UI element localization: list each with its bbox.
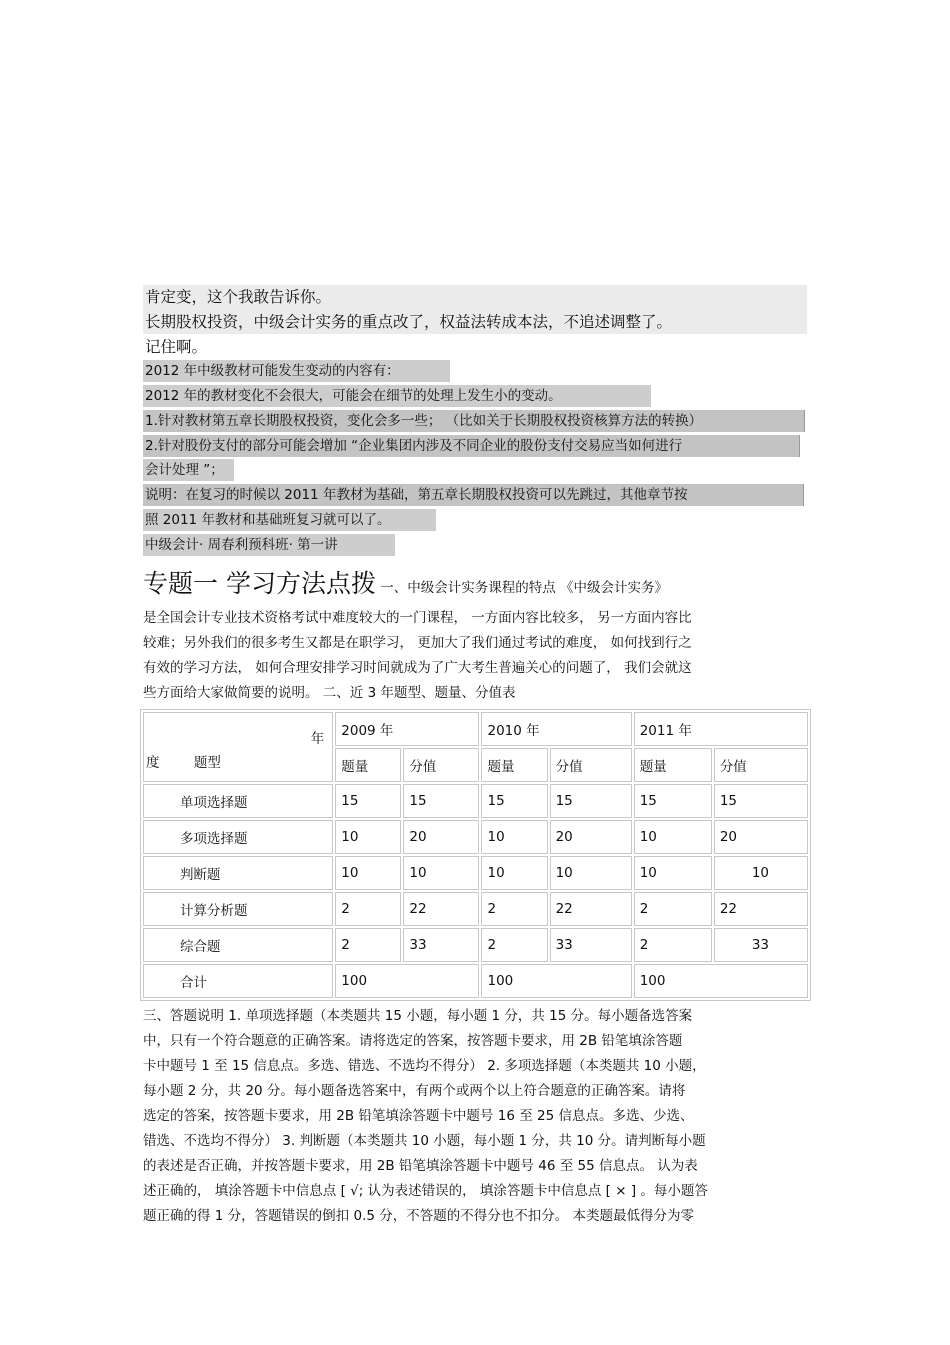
- table-cell: 10: [481, 856, 547, 890]
- table-cell: 2: [634, 928, 712, 962]
- table-row: [143, 820, 808, 854]
- note-line-8: 中级会计· 周春利预科班· 第一讲: [145, 537, 338, 553]
- paragraph1-line-2: 较难；另外我们的很多考生又都是在职学习， 更加大了我们通过考试的难度， 如何找到行之: [143, 635, 692, 651]
- table-cell: 20: [714, 820, 808, 854]
- paragraph2-line-7: 的表述是否正确，并按答题卡要求，用 2B 铅笔填涂答题卡中题号 46 至 55 信息点。 认为表: [143, 1158, 698, 1174]
- subheader-count-2009: 题量: [335, 748, 401, 782]
- table-cell: 10: [335, 820, 401, 854]
- table-cell: 15: [634, 784, 712, 818]
- note-line-7: 照 2011 年教材和基础班复习就可以了。: [145, 512, 391, 528]
- note-line-2: 2012 年的教材变化不会很大，可能会在细节的处理上发生小的变动。: [145, 388, 562, 404]
- table-cell: 33: [714, 928, 808, 962]
- paragraph1-line-1: 是全国会计专业技术资格考试中难度较大的一门课程， 一方面内容比较多， 另一方面内容比: [143, 610, 692, 626]
- note-line-1: 2012 年中级教材可能发生变动的内容有：: [145, 363, 400, 379]
- row-type: 多项选择题: [143, 820, 333, 854]
- subheader-count-2010: 题量: [481, 748, 547, 782]
- paragraph2-line-2: 中，只有一个符合题意的正确答案。请将选定的答案，按答题卡要求，用 2B 铅笔填涂答题: [143, 1033, 683, 1049]
- table-cell: 2: [481, 928, 547, 962]
- subheader-score-2009: 分值: [403, 748, 479, 782]
- table-cell: 10: [634, 856, 712, 890]
- table-cell: 10: [403, 856, 479, 890]
- year-header-2009: 2009 年: [335, 712, 479, 746]
- table-header-row: [143, 712, 808, 746]
- table-cell: 15: [714, 784, 808, 818]
- total-cell-2009: 100: [335, 964, 479, 998]
- total-cell-2011: 100: [634, 964, 808, 998]
- table-cell: 10: [550, 856, 632, 890]
- table-cell: 2: [481, 892, 547, 926]
- paragraph2-line-5: 选定的答案，按答题卡要求，用 2B 铅笔填涂答题卡中题号 16 至 25 信息点。多选、少选、: [143, 1108, 694, 1124]
- table-cell: 15: [481, 784, 547, 818]
- table-cell: 33: [550, 928, 632, 962]
- note-line-6: 说明：在复习的时候以 2011 年教材为基础，第五章长期股权投资可以先跳过，其他章节按: [145, 487, 688, 503]
- table-cell: 22: [403, 892, 479, 926]
- row-type: 计算分析题: [143, 892, 333, 926]
- table-cell: 22: [550, 892, 632, 926]
- intro-line-3: 记住啊。: [145, 338, 208, 356]
- subheader-score-2011: 分值: [714, 748, 808, 782]
- table-cell: 2: [335, 892, 401, 926]
- note-line-3: 1.针对教材第五章长期股权投资，变化会多一些； （比如关于长期股权投资核算方法的转换）: [145, 413, 703, 429]
- intro-line-2: 长期股权投资，中级会计实务的重点改了，权益法转成本法，不追述调整了。: [145, 313, 673, 331]
- year-header-2011: 2011 年: [634, 712, 808, 746]
- table-cell: 33: [403, 928, 479, 962]
- paragraph2-line-1: 三、答题说明 1. 单项选择题（本类题共 15 小题，每小题 1 分，共 15 分。每小题备选答案: [143, 1008, 693, 1024]
- paragraph2-line-8: 述正确的， 填涂答题卡中信息点 [ √; 认为表述错误的， 填涂答题卡中信息点 [ × ] 。每小题答: [143, 1183, 708, 1199]
- table-cell: 10: [481, 820, 547, 854]
- intro-line-1: 肯定变，这个我敢告诉你。: [145, 288, 332, 306]
- table-row: [143, 856, 808, 890]
- table-cell: 10: [634, 820, 712, 854]
- year-header-2010: 2010 年: [481, 712, 631, 746]
- note-line-5: 会计处理 ”；: [145, 462, 224, 478]
- table-row: [143, 928, 808, 962]
- table-cell: 15: [335, 784, 401, 818]
- paragraph2-line-9: 题正确的得 1 分，答题错误的倒扣 0.5 分，不答题的不得分也不扣分。 本类题最低得分为零: [143, 1208, 695, 1224]
- section-title: 专题一 学习方法点拨: [143, 569, 376, 598]
- subheader-count-2011: 题量: [634, 748, 712, 782]
- section-subtitle: 一、中级会计实务课程的特点 《中级会计实务》: [375, 580, 669, 596]
- subheader-score-2010: 分值: [550, 748, 632, 782]
- table-row: [143, 892, 808, 926]
- table-cell: 10: [335, 856, 401, 890]
- paragraph1-line-3: 有效的学习方法， 如何合理安排学习时间就成为了广大考生普遍关心的问题了， 我们会就这: [143, 660, 692, 676]
- table-cell: 2: [634, 892, 712, 926]
- table-cell: 20: [403, 820, 479, 854]
- note-line-4: 2.针对股份支付的部分可能会增加 “企业集团内涉及不同企业的股份支付交易应当如何进行: [145, 438, 683, 454]
- paragraph1-line-4: 些方面给大家做简要的说明。 二、近 3 年题型、题量、分值表: [143, 685, 516, 701]
- table-cell: 2: [335, 928, 401, 962]
- corner-year-label: 年: [310, 731, 325, 747]
- paragraph2-line-6: 错选、不选均不得分） 3. 判断题（本类题共 10 小题，每小题 1 分，共 10 分。请判断每小题: [143, 1133, 706, 1149]
- paragraph2-line-3: 卡中题号 1 至 15 信息点。多选、错选、不选均不得分） 2. 多项选择题（本类题共 10 小题，: [143, 1058, 706, 1074]
- table-total-row: [143, 964, 808, 998]
- paragraph2-line-4: 每小题 2 分，共 20 分。每小题备选答案中，有两个或两个以上符合题意的正确答案。请将: [143, 1083, 686, 1099]
- corner-type-label: 度 题型: [146, 755, 221, 771]
- row-type: 判断题: [143, 856, 333, 890]
- table-cell: 15: [550, 784, 632, 818]
- table-cell: 20: [550, 820, 632, 854]
- table-cell: 10: [714, 856, 808, 890]
- row-type: 综合题: [143, 928, 333, 962]
- section-heading: [143, 568, 668, 604]
- table-cell: 15: [403, 784, 479, 818]
- score-table: [140, 709, 811, 1001]
- table-cell: 22: [714, 892, 808, 926]
- row-type: 单项选择题: [143, 784, 333, 818]
- table-row: [143, 784, 808, 818]
- total-cell-2010: 100: [481, 964, 631, 998]
- table-corner-cell: [143, 712, 333, 782]
- row-type: 合计: [143, 964, 333, 998]
